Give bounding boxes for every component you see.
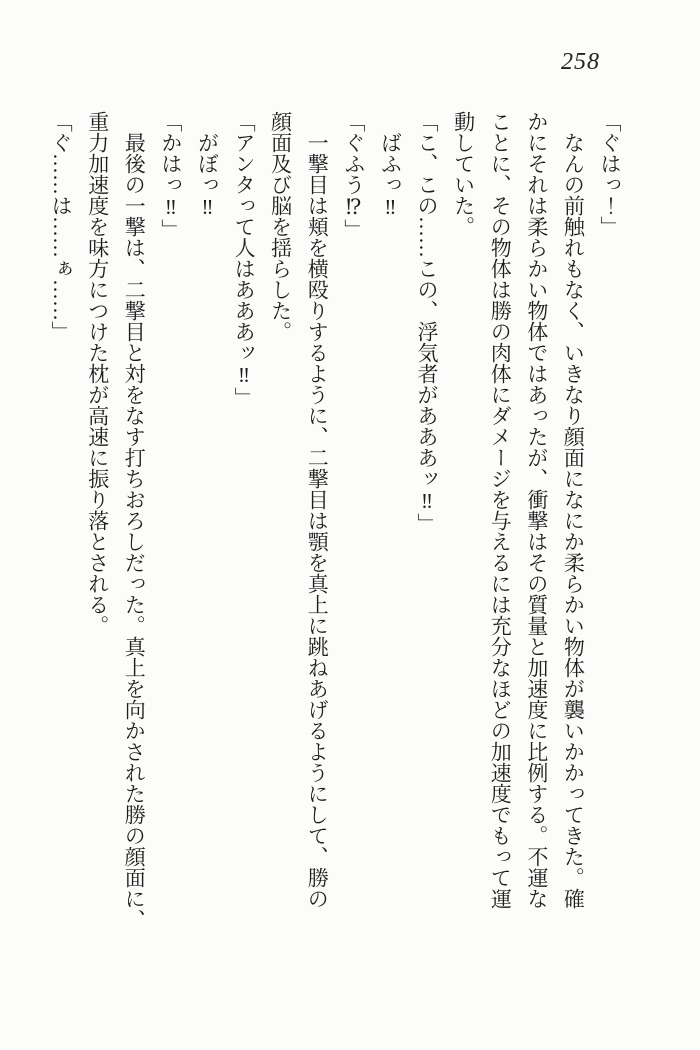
text-column: 「ぐふう⁉」 [341, 111, 366, 240]
text-column: なんの前触れもなく、いきなり顔面になにか柔らかい物体が襲いかかってきた。確 [561, 111, 586, 909]
text-column: 「アンタって人はあああッ‼」 [232, 111, 257, 408]
text-column: 重力加速度を味方につけた枕が高速に振り落とされる。 [85, 111, 110, 636]
text-column: ばふっ‼ [378, 111, 403, 219]
text-column: 「ぐはっ！」 [598, 111, 622, 237]
text-block [42, 111, 628, 933]
text-column: 一撃目は頬を横殴りするように、二撃目は顎を真上に跳ねあげるようにして、勝の [305, 111, 330, 909]
text-column: 「かはっ‼」 [158, 111, 183, 240]
text-column: 「ぐ……は……ぁ……」 [49, 111, 74, 342]
text-column: 動していた。 [451, 111, 476, 237]
text-column: 顔面及び脳を揺らした。 [268, 111, 293, 342]
text-column: 「こ、この……この、浮気者があああッ‼」 [415, 111, 440, 534]
text-column: ことに、その物体は勝の肉体にダメージを与えるには充分なほどの加速度でもって運 [488, 111, 513, 909]
text-column: 最後の一撃は、二撃目と対をなす打ちおろしだった。真上を向かされた勝の顔面に、 [122, 111, 147, 930]
page-number: 258 [561, 49, 600, 75]
text-column: かにそれは柔らかい物体ではあったが、衝撃はその質量と加速度に比例する。不運な [524, 111, 549, 909]
text-column: がぼっ‼ [195, 111, 220, 219]
